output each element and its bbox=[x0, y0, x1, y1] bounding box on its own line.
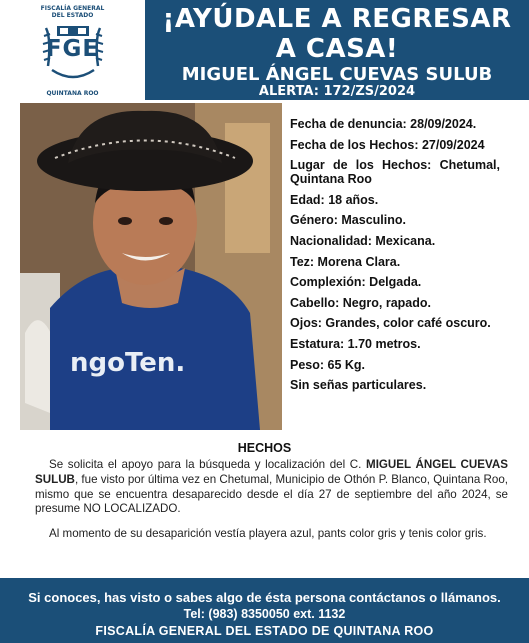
hechos-paragraph-1 bbox=[35, 458, 508, 517]
photo-shirt-text: ngoTen. bbox=[70, 348, 186, 378]
detail-event-date: Fecha de los Hechos: 27/09/2024 bbox=[290, 137, 485, 152]
hechos-text-b: , fue visto por última vez en Chetumal, Municipio de Othón P. Blanco, Quintana Roo, mismo que se encuentra desaparecido desde el día 27 de septiembre del año 2024, se presume NO LOCALIZADO. bbox=[35, 472, 508, 516]
alert-number: ALERTA: 172/ZS/2024 bbox=[258, 84, 416, 99]
title-banner bbox=[145, 0, 529, 100]
logo-org-line-1: FISCALÍA GENERAL bbox=[40, 5, 105, 12]
detail-hair: Cabello: Negro, rapado. bbox=[290, 295, 431, 310]
detail-complexion-tone: Tez: Morena Clara. bbox=[290, 254, 401, 269]
contact-footer bbox=[0, 578, 529, 643]
detail-report-date: Fecha de denuncia: 28/09/2024. bbox=[290, 117, 477, 131]
hechos-heading: HECHOS bbox=[237, 441, 292, 455]
detail-age: Edad: 18 años. bbox=[290, 192, 379, 207]
logo-org-top bbox=[0, 5, 145, 19]
footer-organization: FISCALÍA GENERAL DEL ESTADO DE QUINTANA ROO bbox=[95, 624, 434, 638]
detail-gender: Género: Masculino. bbox=[290, 213, 406, 228]
logo-org-line-2: DEL ESTADO bbox=[51, 12, 94, 19]
detail-weight: Peso: 65 Kg. bbox=[290, 357, 366, 372]
fge-logo bbox=[0, 0, 145, 100]
person-details bbox=[290, 117, 500, 399]
hechos-text-a: Se solicita el apoyo para la búsqueda y localización del C. bbox=[49, 458, 362, 471]
detail-nationality: Nacionalidad: Mexicana. bbox=[290, 233, 436, 248]
footer-phone: Tel: (983) 8350050 ext. 1132 bbox=[183, 607, 346, 621]
banner-title-line-1: ¡AYÚDALE A REGRESAR bbox=[162, 4, 512, 34]
logo-org-bottom: QUINTANA ROO bbox=[46, 90, 99, 97]
detail-marks: Sin señas particulares. bbox=[290, 378, 427, 393]
detail-event-place: Lugar de los Hechos: Chetumal, Quintana Roo bbox=[290, 158, 500, 187]
logo-acronym: FGE bbox=[45, 36, 100, 62]
footer-call-to-action: Si conoces, has visto o sabes algo de ésta persona contáctanos o llámanos. bbox=[28, 590, 501, 605]
header bbox=[0, 0, 529, 100]
detail-build: Complexión: Delgada. bbox=[290, 275, 422, 290]
missing-person-name: MIGUEL ÁNGEL CUEVAS SULUB bbox=[181, 64, 493, 85]
hechos-person-name: MIGUEL ÁNGEL CUEVAS SULUB bbox=[35, 458, 508, 486]
missing-person-photo bbox=[20, 103, 282, 430]
banner-title-line-2: A CASA! bbox=[275, 34, 399, 64]
hechos-paragraph-2 bbox=[35, 527, 508, 542]
detail-height: Estatura: 1.70 metros. bbox=[290, 336, 421, 351]
hechos-clothing-text: Al momento de su desaparición vestía playera azul, pants color gris y tenis color gris. bbox=[49, 527, 487, 540]
detail-eyes: Ojos: Grandes, color café oscuro. bbox=[290, 316, 491, 331]
photo-illustration bbox=[20, 103, 282, 430]
